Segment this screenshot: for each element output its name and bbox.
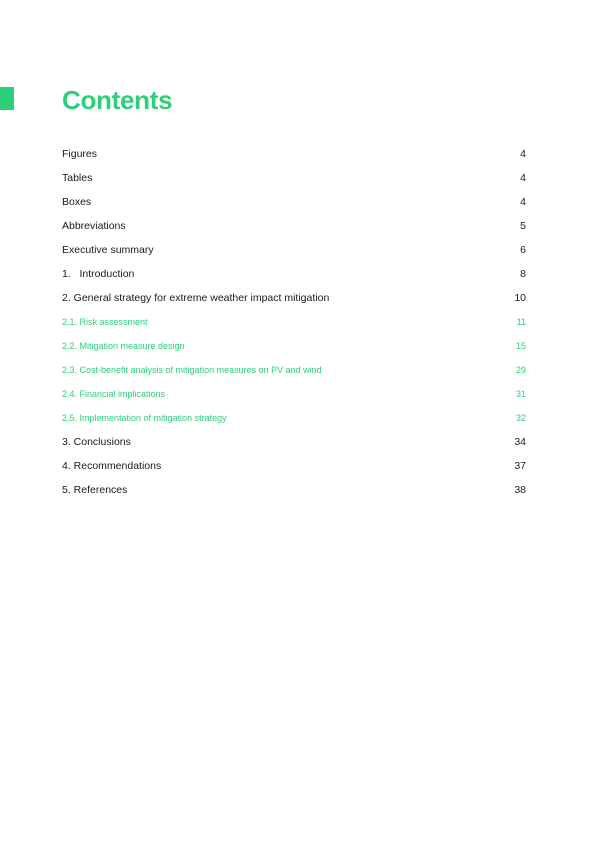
- toc-entry-page: 4: [520, 196, 526, 208]
- toc-entry-page: 10: [514, 292, 526, 304]
- toc-entry-label: 2.1. Risk assessment: [62, 317, 148, 327]
- toc-entry-label: 4. Recommendations: [62, 460, 162, 472]
- toc-entry-page: 37: [514, 460, 526, 472]
- toc-entry-page: 29: [515, 365, 526, 375]
- toc-entry-label: Boxes: [62, 196, 92, 208]
- table-of-contents: [62, 142, 526, 502]
- accent-tab: [0, 87, 14, 110]
- toc-entry-page: 34: [514, 436, 526, 448]
- toc-entry-label: 3. Conclusions: [62, 436, 131, 448]
- toc-entry-introduction[interactable]: [62, 262, 526, 286]
- toc-entry-cost-benefit-analysis[interactable]: [62, 358, 526, 382]
- toc-entry-page: 4: [520, 172, 526, 184]
- toc-entry-risk-assessment[interactable]: [62, 310, 526, 334]
- toc-entry-label: 2.5. Implementation of mitigation strategy: [62, 413, 227, 423]
- toc-entry-page: 8: [520, 268, 526, 280]
- toc-entry-label: 2.3. Cost-benefit analysis of mitigation measures on PV and wind: [62, 365, 322, 375]
- toc-entry-figures[interactable]: [62, 142, 526, 166]
- toc-entry-page: 32: [515, 413, 526, 423]
- toc-entry-boxes[interactable]: [62, 190, 526, 214]
- toc-entry-implementation[interactable]: [62, 406, 526, 430]
- toc-entry-page: 15: [515, 341, 526, 351]
- toc-entry-label: 1. Introduction: [62, 268, 135, 280]
- toc-entry-label: Tables: [62, 172, 93, 184]
- toc-entry-financial-implications[interactable]: [62, 382, 526, 406]
- toc-entry-references[interactable]: [62, 478, 526, 502]
- toc-entry-label: Abbreviations: [62, 220, 126, 232]
- toc-entry-general-strategy[interactable]: [62, 286, 526, 310]
- toc-entry-page: 31: [515, 389, 526, 399]
- toc-entry-executive-summary[interactable]: [62, 238, 526, 262]
- toc-entry-label: Figures: [62, 148, 98, 160]
- toc-entry-label: 2. General strategy for extreme weather impact mitigation: [62, 292, 330, 304]
- toc-entry-page: 6: [520, 244, 526, 256]
- toc-entry-label: 2.2. Mitigation measure design: [62, 341, 185, 351]
- toc-entry-page: 4: [520, 148, 526, 160]
- toc-entry-label: 2.4. Financial implications: [62, 389, 166, 399]
- page-title: Contents: [62, 85, 173, 115]
- toc-entry-recommendations[interactable]: [62, 454, 526, 478]
- toc-entry-tables[interactable]: [62, 166, 526, 190]
- toc-entry-label: 5. References: [62, 484, 128, 496]
- toc-entry-page: 38: [514, 484, 526, 496]
- toc-entry-label: Executive summary: [62, 244, 154, 256]
- toc-entry-mitigation-measure-design[interactable]: [62, 334, 526, 358]
- toc-entry-page: 5: [520, 220, 526, 232]
- toc-entry-conclusions[interactable]: [62, 430, 526, 454]
- toc-entry-page: 11: [516, 317, 526, 327]
- toc-entry-abbreviations[interactable]: [62, 214, 526, 238]
